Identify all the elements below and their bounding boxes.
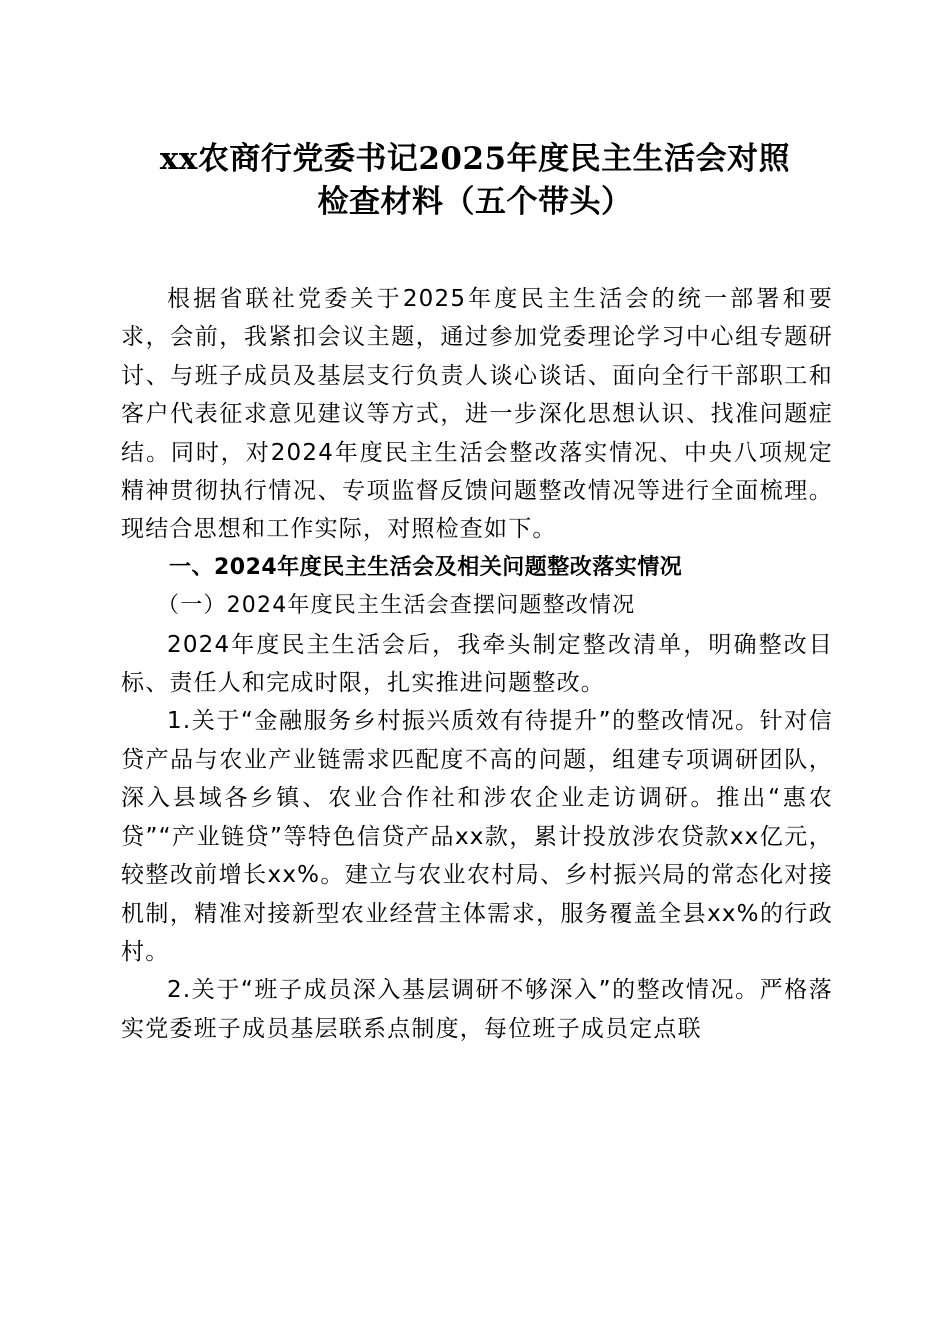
title-line-2: 检查材料（五个带头）: [317, 184, 633, 220]
section-heading-1: 一、2024年度民主生活会及相关问题整改落实情况: [169, 554, 683, 580]
rectification-item-2-paragraph: 2.关于“班子成员深入基层调研不够深入”的整改情况。严格落实党委班子成员基层联系点制度，每位班子成员定点联: [121, 977, 833, 1042]
intro-paragraph: 根据省联社党委关于2025年度民主生活会的统一部署和要求，会前，我紧扣会议主题，通过参加党委理论学习中心组专题研讨、与班子成员及基层支行负责人谈心谈话、面向全行干部职工和客户代表征求意见建议等方式，进一步深化思想认识、找准问题症结。同时，对2024年度民主生活会整改落实情况、中央八项规定精神贯彻执行情况、专项监督反馈问题整改情况等进行全面梳理。现结合思想和工作实际，对照检查如下。: [121, 286, 833, 543]
title-line-1: xx农商行党委书记2025年度民主生活会对照: [159, 141, 791, 177]
document-title: [100, 138, 850, 224]
document-body: [121, 280, 833, 1048]
subsection-heading-1: （一）2024年度民主生活会查摆问题整改情况: [157, 593, 636, 619]
rectification-item-1-paragraph: 1.关于“金融服务乡村振兴质效有待提升”的整改情况。针对信贷产品与农业产业链需求匹配度不高的问题，组建专项调研团队，深入县域各乡镇、农业合作社和涉农企业走访调研。推出“惠农贷”“产业链贷”等特色信贷产品xx款，累计投放涉农贷款xx亿元，较整改前增长xx%。建立与农业农村局、乡村振兴局的常态化对接机制，精准对接新型农业经营主体需求，服务覆盖全县xx%的行政村。: [121, 708, 833, 965]
rectification-overview-paragraph: 2024年度民主生活会后，我牵头制定整改清单，明确整改目标、责任人和完成时限，扎实推进问题整改。: [121, 631, 833, 697]
